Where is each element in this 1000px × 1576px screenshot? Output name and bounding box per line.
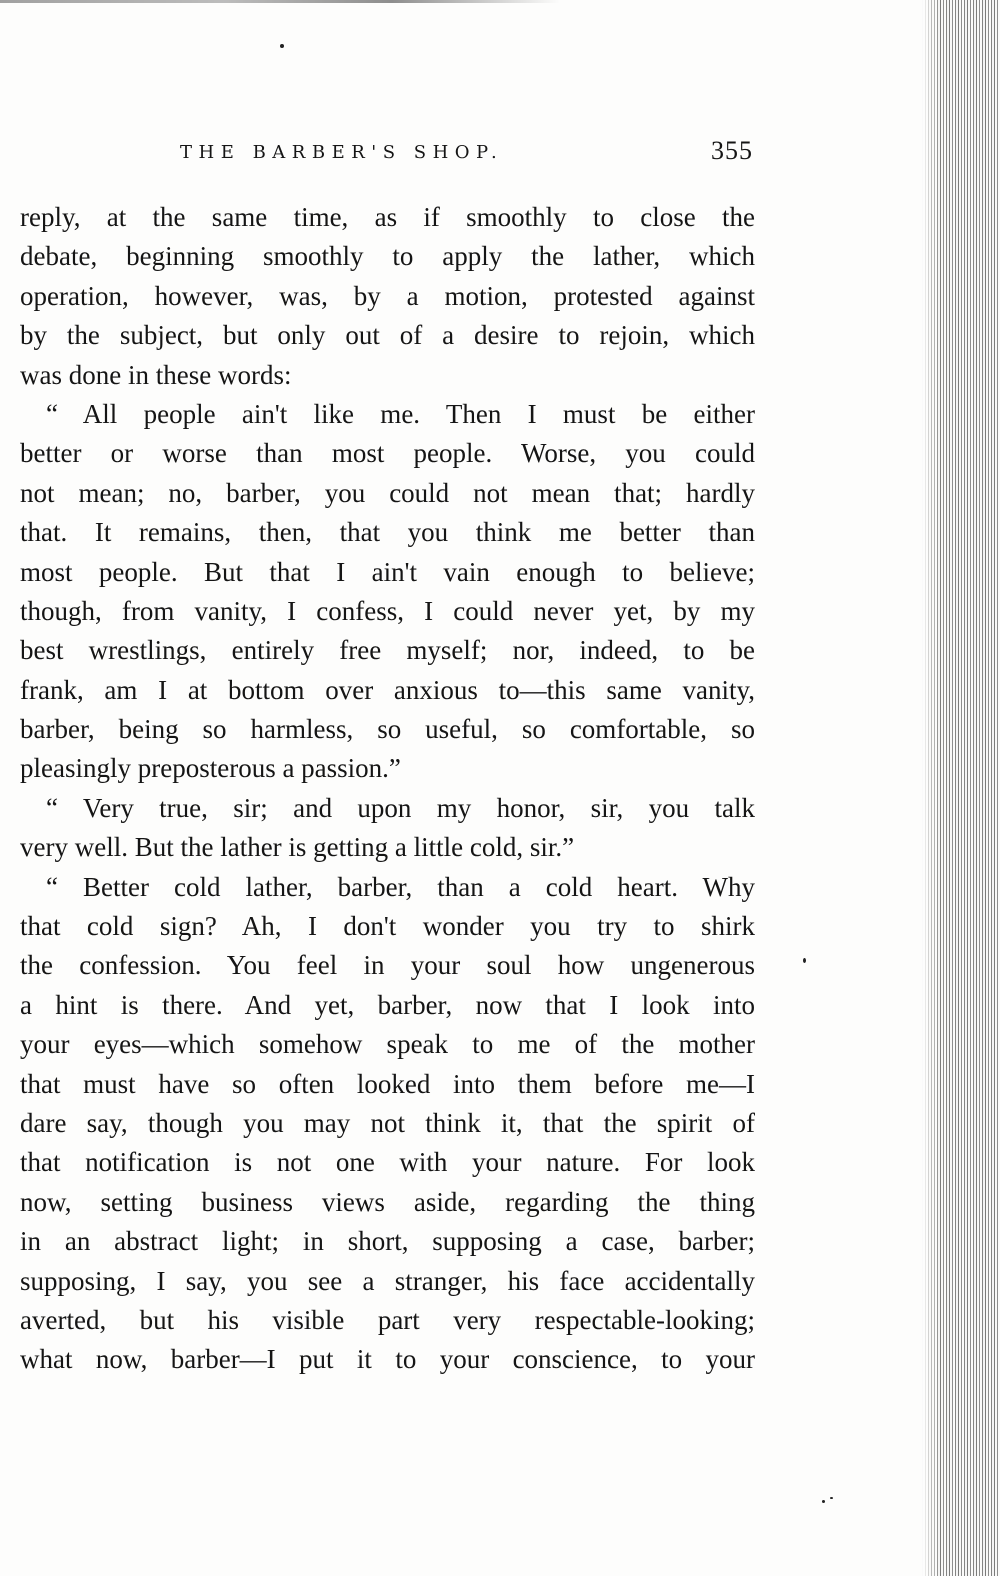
text-line: that must have so often looked into them before me—I <box>20 1068 755 1099</box>
running-head <box>20 136 753 170</box>
text-line: though, from vanity, I confess, I could never yet, by my <box>20 595 755 626</box>
text-line: “ Better cold lather, barber, than a cold heart. Why <box>46 871 755 902</box>
text-line: your eyes—which somehow speak to me of the mother <box>20 1029 755 1060</box>
text-line: in an abstract light; in short, supposing a case, barber; <box>20 1226 755 1257</box>
running-title: THE BARBER'S SHOP. <box>180 142 504 163</box>
text-line: not mean; no, barber, you could not mean that; hardly <box>20 477 755 508</box>
text-line: now, setting business views aside, regarding the thing <box>20 1186 755 1217</box>
text-line: supposing, I say, you see a stranger, his face accidentally <box>20 1265 755 1296</box>
text-line: that. It remains, then, that you think me better than <box>20 517 755 548</box>
print-speck <box>280 44 284 48</box>
text-line: better or worse than most people. Worse, you could <box>20 438 755 469</box>
page-number: 355 <box>711 136 753 165</box>
text-line: operation, however, was, by a motion, protested against <box>20 280 755 311</box>
text-line: the confession. You feel in your soul how ungenerous <box>20 950 755 981</box>
text-line: what now, barber—I put it to your conscience, to your <box>20 1344 755 1375</box>
text-line: best wrestlings, entirely free myself; nor, indeed, to be <box>20 635 755 666</box>
text-line: a hint is there. And yet, barber, now that I look into <box>20 989 755 1020</box>
text-line: very well. But the lather is getting a little cold, sir.” <box>20 832 575 863</box>
text-line: that notification is not one with your nature. For look <box>20 1147 755 1178</box>
body-text <box>20 198 755 1380</box>
text-line: barber, being so harmless, so useful, so comfortable, so <box>20 714 755 745</box>
text-line: dare say, though you may not think it, that the spirit of <box>20 1107 755 1138</box>
text-line: by the subject, but only out of a desire to rejoin, which <box>20 320 755 351</box>
text-line: debate, beginning smoothly to apply the lather, which <box>20 241 755 272</box>
text-line: most people. But that I ain't vain enough to believe; <box>20 556 755 587</box>
text-line: pleasingly preposterous a passion.” <box>20 753 401 784</box>
page-edge-shading <box>922 0 1000 1576</box>
top-edge-rule <box>0 0 560 3</box>
text-line: “ Very true, sir; and upon my honor, sir, you talk <box>46 792 755 823</box>
print-speck <box>830 1497 833 1499</box>
text-line: reply, at the same time, as if smoothly to close the <box>20 202 755 232</box>
print-speck <box>822 1500 825 1503</box>
print-speck <box>803 958 806 963</box>
text-line: averted, but his visible part very respectable-looking; <box>20 1304 755 1335</box>
text-line: “ All people ain't like me. Then I must be either <box>46 398 755 429</box>
text-line: frank, am I at bottom over anxious to—this same vanity, <box>20 674 755 705</box>
text-line: was done in these words: <box>20 359 292 390</box>
text-line: that cold sign? Ah, I don't wonder you try to shirk <box>20 911 755 942</box>
